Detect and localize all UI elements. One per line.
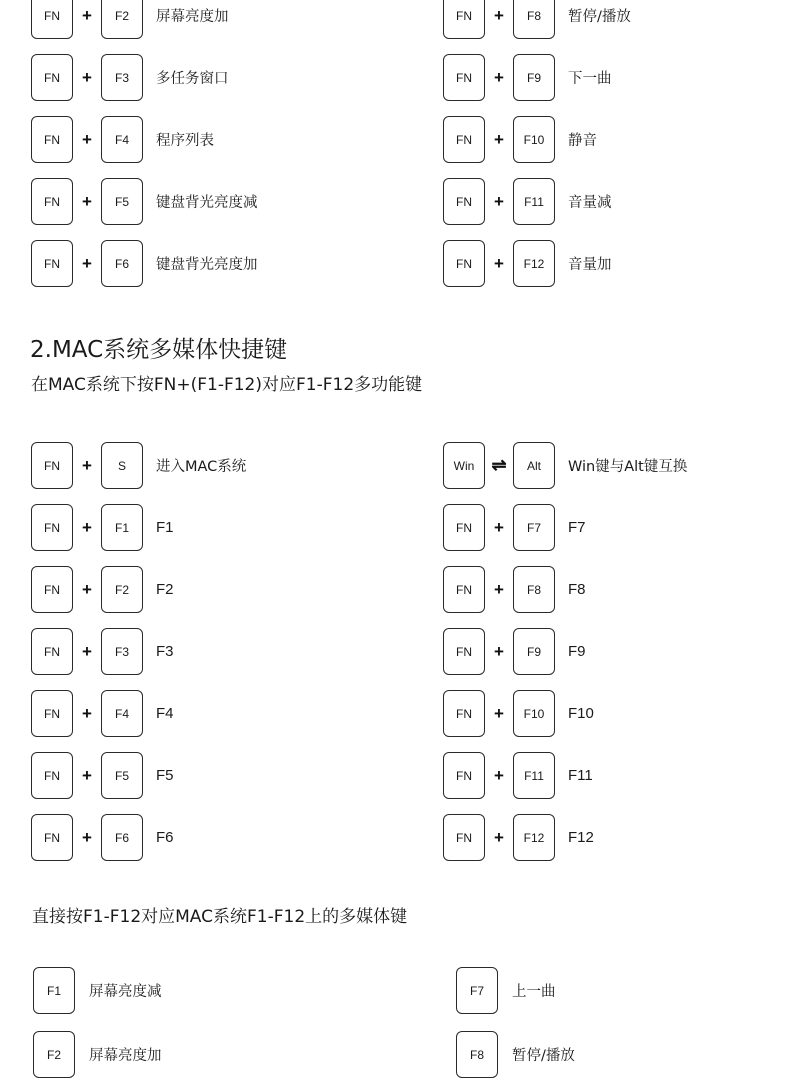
shortcut-description: 程序列表 xyxy=(156,133,214,149)
key-f12: F12 xyxy=(513,240,555,287)
key-fn: FN xyxy=(31,690,73,737)
key-f4: F4 xyxy=(101,116,143,163)
shortcut-description: F10 xyxy=(568,705,594,722)
plus-icon: + xyxy=(494,827,504,847)
shortcut-description: 键盘背光亮度减 xyxy=(156,195,258,211)
key-fn: FN xyxy=(443,178,485,225)
key-f7: F7 xyxy=(456,967,498,1014)
key-f11: F11 xyxy=(513,752,555,799)
key-fn: FN xyxy=(31,752,73,799)
plus-icon: + xyxy=(494,5,504,25)
plus-icon: + xyxy=(82,253,92,273)
key-f11: F11 xyxy=(513,178,555,225)
key-fn: FN xyxy=(31,54,73,101)
key-f3: F3 xyxy=(101,54,143,101)
swap-arrows-icon: ⇌ xyxy=(491,455,507,475)
plus-icon: + xyxy=(82,765,92,785)
shortcut-description: F1 xyxy=(156,519,174,536)
key-fn: FN xyxy=(443,54,485,101)
key-f4: F4 xyxy=(101,690,143,737)
plus-icon: + xyxy=(82,827,92,847)
plus-icon: + xyxy=(82,455,92,475)
shortcut-description: 音量加 xyxy=(568,257,612,273)
plus-icon: + xyxy=(82,703,92,723)
key-f8: F8 xyxy=(513,0,555,39)
plus-icon: + xyxy=(494,765,504,785)
key-f8: F8 xyxy=(456,1031,498,1078)
key-fn: FN xyxy=(443,752,485,799)
key-f9: F9 xyxy=(513,54,555,101)
plus-icon: + xyxy=(82,67,92,87)
key-fn: FN xyxy=(443,0,485,39)
shortcut-description: F8 xyxy=(568,581,586,598)
key-f2: F2 xyxy=(33,1031,75,1078)
plus-icon: + xyxy=(82,641,92,661)
section-subtitle: 在MAC系统下按FN+(F1-F12)对应F1-F12多功能键 xyxy=(31,375,423,395)
key-fn: FN xyxy=(31,628,73,675)
plus-icon: + xyxy=(82,579,92,599)
plus-icon: + xyxy=(82,129,92,149)
key-f12: F12 xyxy=(513,814,555,861)
plus-icon: + xyxy=(494,67,504,87)
key-fn: FN xyxy=(443,504,485,551)
key-fn: FN xyxy=(31,566,73,613)
key-fn: FN xyxy=(31,504,73,551)
shortcut-description: 屏幕亮度加 xyxy=(156,9,229,25)
shortcut-description: F7 xyxy=(568,519,586,536)
key-f5: F5 xyxy=(101,178,143,225)
shortcut-description: F11 xyxy=(568,767,593,784)
shortcut-description: F4 xyxy=(156,705,174,722)
key-f6: F6 xyxy=(101,240,143,287)
shortcut-description: F12 xyxy=(568,829,594,846)
shortcut-description: F6 xyxy=(156,829,174,846)
key-f7: F7 xyxy=(513,504,555,551)
key-f2: F2 xyxy=(101,566,143,613)
key-f10: F10 xyxy=(513,690,555,737)
key-fn: FN xyxy=(31,814,73,861)
key-fn: FN xyxy=(31,116,73,163)
plus-icon: + xyxy=(494,129,504,149)
key-f2: F2 xyxy=(101,0,143,39)
plus-icon: + xyxy=(494,579,504,599)
key-fn: FN xyxy=(443,628,485,675)
shortcut-description: F2 xyxy=(156,581,174,598)
key-fn: FN xyxy=(443,690,485,737)
key-f8: F8 xyxy=(513,566,555,613)
key-fn: FN xyxy=(443,814,485,861)
shortcut-description: 静音 xyxy=(568,133,597,149)
plus-icon: + xyxy=(82,5,92,25)
shortcut-description: F9 xyxy=(568,643,586,660)
shortcut-description: Win键与Alt键互换 xyxy=(568,459,688,475)
key-f10: F10 xyxy=(513,116,555,163)
key-fn: FN xyxy=(31,240,73,287)
key-alt: Alt xyxy=(513,442,555,489)
section-title: 2.MAC系统多媒体快捷键 xyxy=(30,337,288,363)
shortcut-description: 进入MAC系统 xyxy=(156,459,247,475)
shortcut-description: F5 xyxy=(156,767,174,784)
key-fn: FN xyxy=(31,0,73,39)
key-f6: F6 xyxy=(101,814,143,861)
key-fn: FN xyxy=(443,116,485,163)
key-description: 暂停/播放 xyxy=(512,1048,575,1064)
plus-icon: + xyxy=(494,191,504,211)
shortcut-description: F3 xyxy=(156,643,174,660)
key-f1: F1 xyxy=(33,967,75,1014)
key-s: S xyxy=(101,442,143,489)
plus-icon: + xyxy=(82,517,92,537)
shortcut-description: 键盘背光亮度加 xyxy=(156,257,258,273)
key-fn: FN xyxy=(31,178,73,225)
key-fn: FN xyxy=(443,566,485,613)
key-f5: F5 xyxy=(101,752,143,799)
plus-icon: + xyxy=(494,517,504,537)
direct-keys-note: 直接按F1-F12对应MAC系统F1-F12上的多媒体键 xyxy=(32,907,408,927)
key-f9: F9 xyxy=(513,628,555,675)
shortcut-description: 下一曲 xyxy=(568,71,612,87)
shortcut-description: 多任务窗口 xyxy=(156,71,229,87)
shortcut-description: 暂停/播放 xyxy=(568,9,631,25)
key-description: 上一曲 xyxy=(512,984,556,1000)
key-win: Win xyxy=(443,442,485,489)
plus-icon: + xyxy=(494,703,504,723)
shortcut-description: 音量减 xyxy=(568,195,612,211)
plus-icon: + xyxy=(82,191,92,211)
plus-icon: + xyxy=(494,253,504,273)
key-fn: FN xyxy=(31,442,73,489)
key-f1: F1 xyxy=(101,504,143,551)
key-description: 屏幕亮度加 xyxy=(89,1048,162,1064)
key-fn: FN xyxy=(443,240,485,287)
key-description: 屏幕亮度减 xyxy=(89,984,162,1000)
plus-icon: + xyxy=(494,641,504,661)
key-f3: F3 xyxy=(101,628,143,675)
